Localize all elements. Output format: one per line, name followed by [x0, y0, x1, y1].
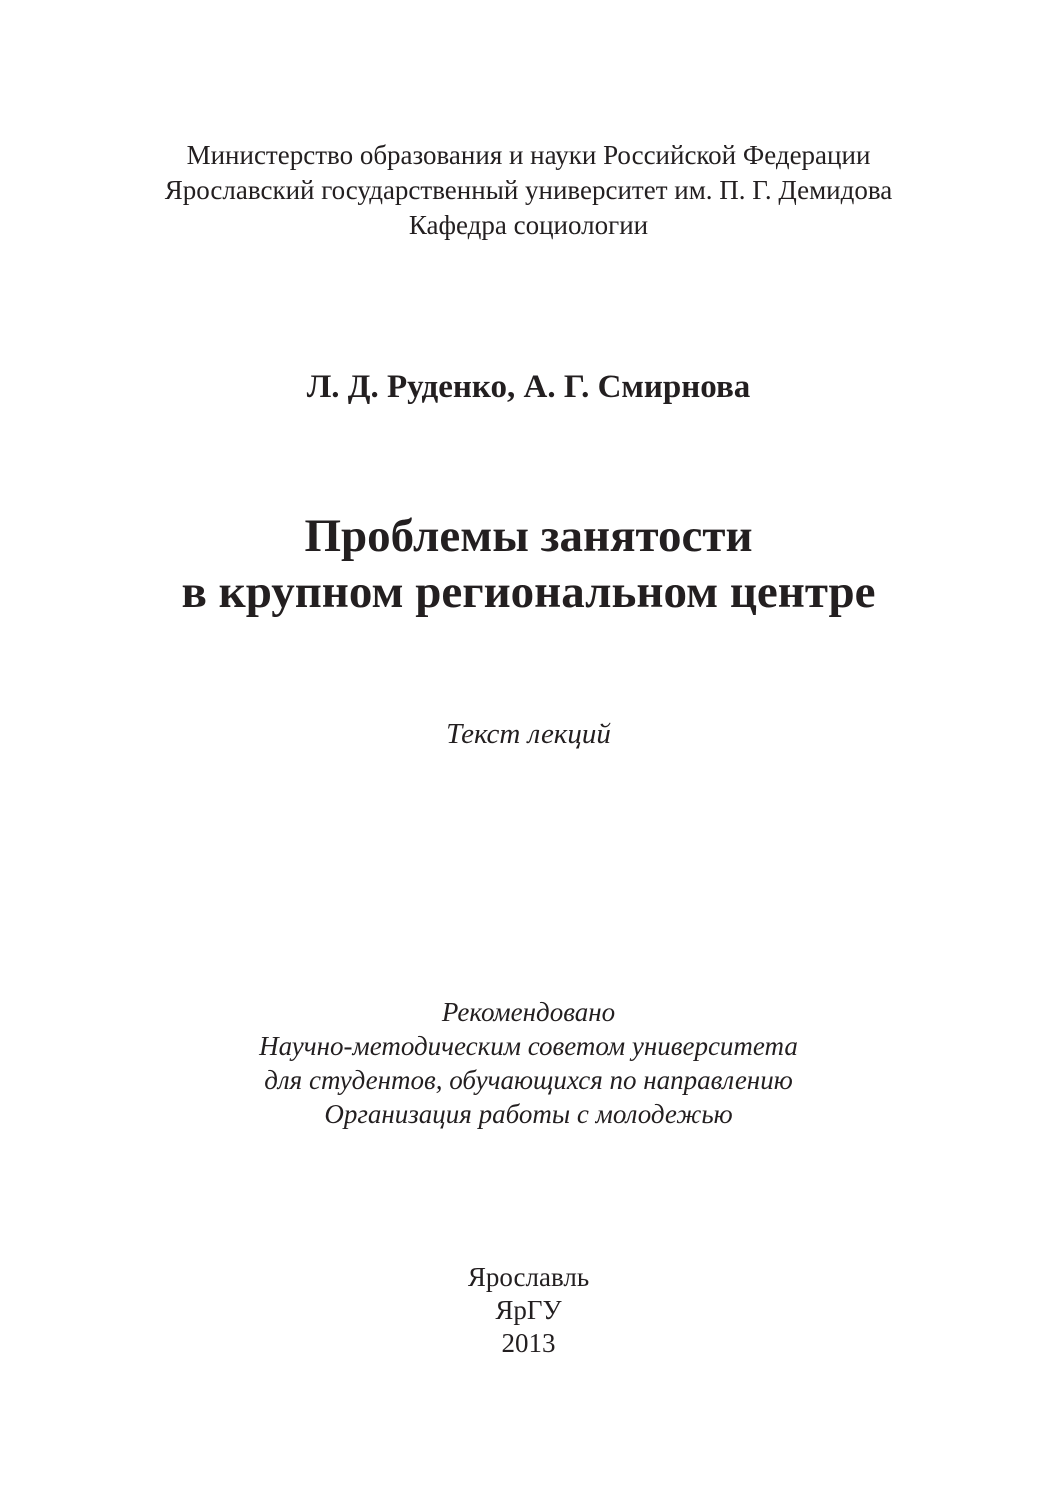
imprint-year: 2013: [501, 1328, 556, 1358]
imprint-publisher: ЯрГУ: [495, 1295, 562, 1325]
authors-block: [0, 367, 1057, 407]
recommendation-line-3: для студентов, обучающихся по направлению: [264, 1065, 793, 1095]
recommendation-block: [0, 995, 1057, 1131]
institution-header: [0, 138, 1057, 243]
book-title: [0, 508, 1057, 620]
recommendation-line-4: Организация работы с молодежью: [324, 1099, 733, 1129]
department-line: Кафедра социологии: [408, 210, 649, 240]
imprint-block: [0, 1261, 1057, 1360]
imprint-city: Ярославль: [467, 1262, 590, 1292]
ministry-line: Министерство образования и науки Российской Федерации: [186, 140, 871, 170]
genre-label: Текст лекций: [446, 718, 611, 750]
genre-block: [0, 716, 1057, 752]
recommendation-line-1: Рекомендовано: [441, 997, 616, 1027]
recommendation-line-2: Научно-методическим советом университета: [259, 1031, 798, 1061]
university-line: Ярославский государственный университет им. П. Г. Демидова: [164, 175, 893, 205]
title-line-2: в крупном региональном центре: [181, 566, 876, 618]
title-line-1: Проблемы занятости: [304, 510, 753, 562]
authors: Л. Д. Руденко, А. Г. Смирнова: [306, 369, 751, 405]
